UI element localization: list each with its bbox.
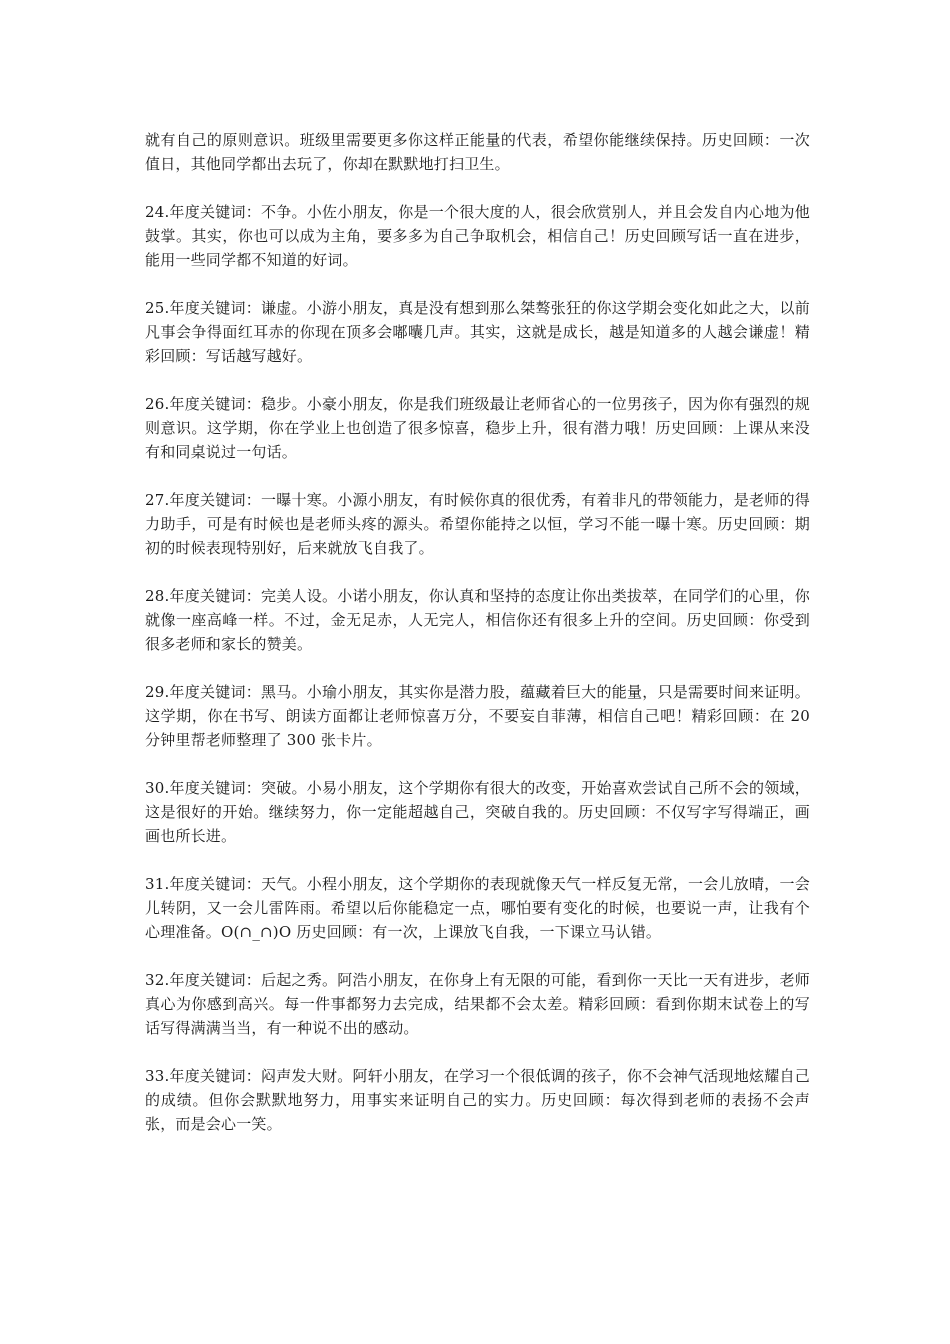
paragraph-25: 25.年度关键词：谦虚。小游小朋友，真是没有想到那么桀骜张狂的你这学期会变化如此之大，以前凡事会争得面红耳赤的你现在顶多会嘟囔几声。其实，这就是成长，越是知道多的人越会谦虚！精彩回顾：写话越写越好。 — [145, 299, 810, 365]
paragraph-29: 29.年度关键词：黑马。小瑜小朋友，其实你是潜力股，蕴藏着巨大的能量，只是需要时间来证明。这学期，你在书写、朗读方面都让老师惊喜万分，不要妄自菲薄，相信自己吧！精彩回顾：在 20 分钟里帮老师整理了 300 张卡片。 — [145, 683, 810, 749]
paragraph-30: 30.年度关键词：突破。小易小朋友，这个学期你有很大的改变，开始喜欢尝试自己所不会的领域，这是很好的开始。继续努力，你一定能超越自己，突破自我的。历史回顾：不仅写字写得端正，画画也所长进。 — [145, 779, 810, 845]
document-page — [145, 128, 810, 1160]
paragraph-32: 32.年度关键词：后起之秀。阿浩小朋友，在你身上有无限的可能，看到你一天比一天有进步，老师真心为你感到高兴。每一件事都努力去完成，结果都不会太差。精彩回顾：看到你期末试卷上的写话写得满满当当，有一种说不出的感动。 — [145, 971, 810, 1037]
paragraph-33: 33.年度关键词：闷声发大财。阿轩小朋友，在学习一个很低调的孩子，你不会神气活现地炫耀自己的成绩。但你会默默地努力，用事实来证明自己的实力。历史回顾：每次得到老师的表扬不会声张，而是会心一笑。 — [145, 1067, 810, 1133]
paragraph-31: 31.年度关键词：天气。小程小朋友，这个学期你的表现就像天气一样反复无常，一会儿放晴，一会儿转阴，又一会儿雷阵雨。希望以后你能稳定一点，哪怕要有变化的时候，也要说一声，让我有个心理准备。O(∩_∩)O 历史回顾：有一次，上课放飞自我，一下课立马认错。 — [145, 875, 810, 941]
paragraph-intro: 就有自己的原则意识。班级里需要更多你这样正能量的代表，希望你能继续保持。历史回顾：一次值日，其他同学都出去玩了，你却在默默地打扫卫生。 — [145, 131, 810, 173]
paragraph-27: 27.年度关键词：一曝十寒。小源小朋友，有时候你真的很优秀，有着非凡的带领能力，是老师的得力助手，可是有时候也是老师头疼的源头。希望你能持之以恒，学习不能一曝十寒。历史回顾：期初的时候表现特别好，后来就放飞自我了。 — [145, 491, 810, 557]
paragraph-28: 28.年度关键词：完美人设。小诺小朋友，你认真和坚持的态度让你出类拔萃，在同学们的心里，你就像一座高峰一样。不过，金无足赤，人无完人，相信你还有很多上升的空间。历史回顾：你受到很多老师和家长的赞美。 — [145, 587, 810, 653]
paragraph-24: 24.年度关键词：不争。小佐小朋友，你是一个很大度的人，很会欣赏别人，并且会发自内心地为他鼓掌。其实，你也可以成为主角，要多多为自己争取机会，相信自己！历史回顾写话一直在进步，能用一些同学都不知道的好词。 — [145, 203, 810, 269]
paragraph-26: 26.年度关键词：稳步。小豪小朋友，你是我们班级最让老师省心的一位男孩子，因为你有强烈的规则意识。这学期，你在学业上也创造了很多惊喜，稳步上升，很有潜力哦！历史回顾：上课从来没有和同桌说过一句话。 — [145, 395, 810, 461]
